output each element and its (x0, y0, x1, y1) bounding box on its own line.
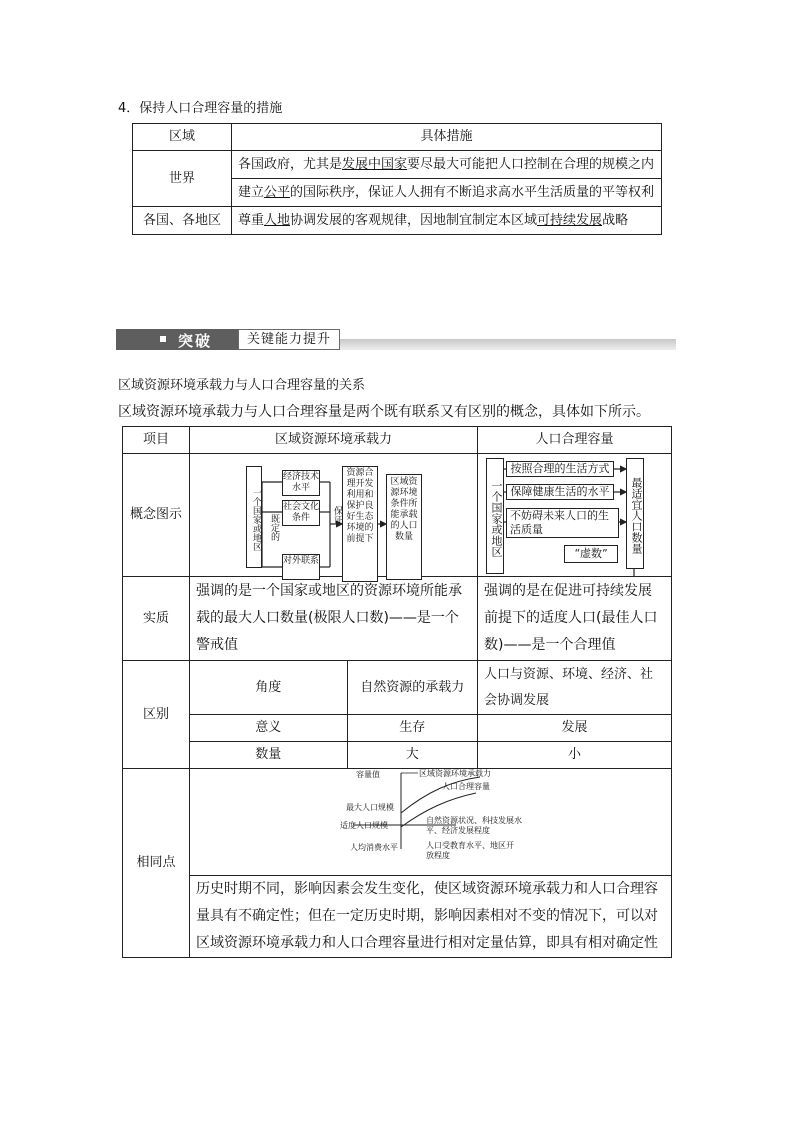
table-row (123, 454, 672, 577)
table-row (123, 577, 672, 661)
capacity-diagram (190, 454, 477, 576)
banner-dark (116, 329, 238, 350)
graph-curve2-label: 人口合理容量 (442, 782, 490, 791)
graph-cell (190, 769, 672, 876)
graph-right-label2: 人口受教育水平、地区开放程度 (426, 841, 514, 860)
relation-title: 区域资源环境承载力与人口合理容量的关系 (118, 378, 366, 393)
diff-cell: 小 (478, 742, 672, 769)
diff-cell: 大 (347, 742, 477, 769)
same-text: 历史时期不同，影响因素会发生变化，使区域资源环境承载力和人口合理容量具有不确定性；但在一定历史时期，影响因素相对不变的情况下，可以对区域资源环境承载力和人口合理容量进行相对定量估算，即具有相对确定性 (190, 876, 672, 958)
measure-local: 尊重人地协调发展的客观规律，因地制宜制定本区域可持续发展战略 (232, 207, 662, 235)
population-diagram (478, 454, 671, 576)
concept-label: 概念图示 (123, 454, 190, 577)
capacity-diagram-cell (190, 454, 478, 577)
condition-lifestyle-box: 按照合理的生活方式 (506, 461, 614, 477)
relation-intro: 区域资源环境承载力与人口合理容量是两个既有联系又有区别的概念，具体如下所示。 (118, 404, 650, 420)
table-row (123, 661, 672, 715)
same-label: 相同点 (123, 769, 190, 958)
graph-curve1-label: 区域资源环境承载力 (419, 769, 491, 778)
diff-cell: 数量 (190, 742, 348, 769)
capacity-condition-box: 资源合理开发利用和保护良好生态环境的前提下 (342, 466, 378, 582)
table-row (133, 151, 662, 179)
diff-cell: 意义 (190, 715, 348, 742)
table-header-row (123, 427, 672, 454)
section-title: 4．保持人口合理容量的措施 (118, 101, 283, 116)
diff-label: 区别 (123, 661, 190, 769)
graph-consume-label: 人均消费水平 (350, 843, 398, 852)
population-diagram-cell (478, 454, 672, 577)
essence-capacity: 强调的是一个国家或地区的资源环境所能承载的最大人口数量(极限人口数)——是一个警戒值 (190, 577, 478, 661)
graph-y-label: 容量值 (356, 770, 380, 779)
table-row (123, 769, 672, 876)
population-result-box: 最适宜人口数量 (626, 458, 644, 569)
diff-cell: 发展 (478, 715, 672, 742)
header-region: 区域 (133, 124, 232, 151)
region-local: 各国、各地区 (133, 207, 232, 235)
population-country-box: 一个国家或地区 (486, 458, 504, 574)
diff-cell: 角度 (190, 661, 348, 715)
capacity-given-text: 既定的 (269, 514, 279, 541)
factor-culture-box: 社会文化条件 (282, 500, 320, 526)
region-world: 世界 (133, 151, 232, 207)
table-row (123, 715, 672, 742)
measure-world-2: 建立公平的国际秩序，保证人人拥有不断追求高水平生活质量的平等权利 (232, 179, 662, 207)
relation-table (122, 426, 672, 958)
graph-opt-label: 适度人口规模 (340, 821, 388, 830)
table-header-row (133, 124, 662, 151)
header-population: 人口合理容量 (478, 427, 672, 454)
header-capacity: 区域资源环境承载力 (190, 427, 478, 454)
table-row (123, 742, 672, 769)
capacity-ensure-text: 保证 (332, 506, 342, 524)
square-bullet-icon (160, 336, 166, 342)
table-row (133, 207, 662, 235)
diff-cell: 生存 (347, 715, 477, 742)
diff-cell: 自然资源的承载力 (347, 661, 477, 715)
capacity-country-box: 一个国家或地区 (246, 466, 262, 568)
table-row (123, 876, 672, 958)
condition-future-box: 不妨碍未来人口的生活质量 (506, 508, 619, 538)
diff-cell: 人口与资源、环境、经济、社会协调发展 (478, 661, 672, 715)
capacity-result-box: 区域资源环境条件所能承载的人口数量 (386, 474, 422, 580)
graph-max-label: 最大人口规模 (346, 803, 394, 812)
virtual-number-box: “虚数” (564, 545, 618, 563)
condition-health-box: 保障健康生活的水平 (506, 484, 614, 500)
factor-external-box: 对外联系 (282, 554, 320, 580)
capacity-graph (190, 769, 668, 875)
banner-tag: 突破 (178, 332, 213, 350)
factor-economy-box: 经济技术水平 (282, 470, 320, 496)
header-item: 项目 (123, 427, 190, 454)
measures-table (132, 123, 662, 235)
header-measure: 具体措施 (232, 124, 662, 151)
section-banner (116, 329, 676, 351)
measure-world-1: 各国政府，尤其是发展中国家要尽最大可能把人口控制在合理的规模之内 (232, 151, 662, 179)
banner-label: 关键能力提升 (238, 329, 340, 350)
essence-population: 强调的是在促进可持续发展前提下的适度人口(最佳人口数)——是一个合理值 (478, 577, 672, 661)
essence-label: 实质 (123, 577, 190, 661)
graph-right-label: 自然资源状况、科技发展水平、经济发展程度 (426, 816, 522, 835)
